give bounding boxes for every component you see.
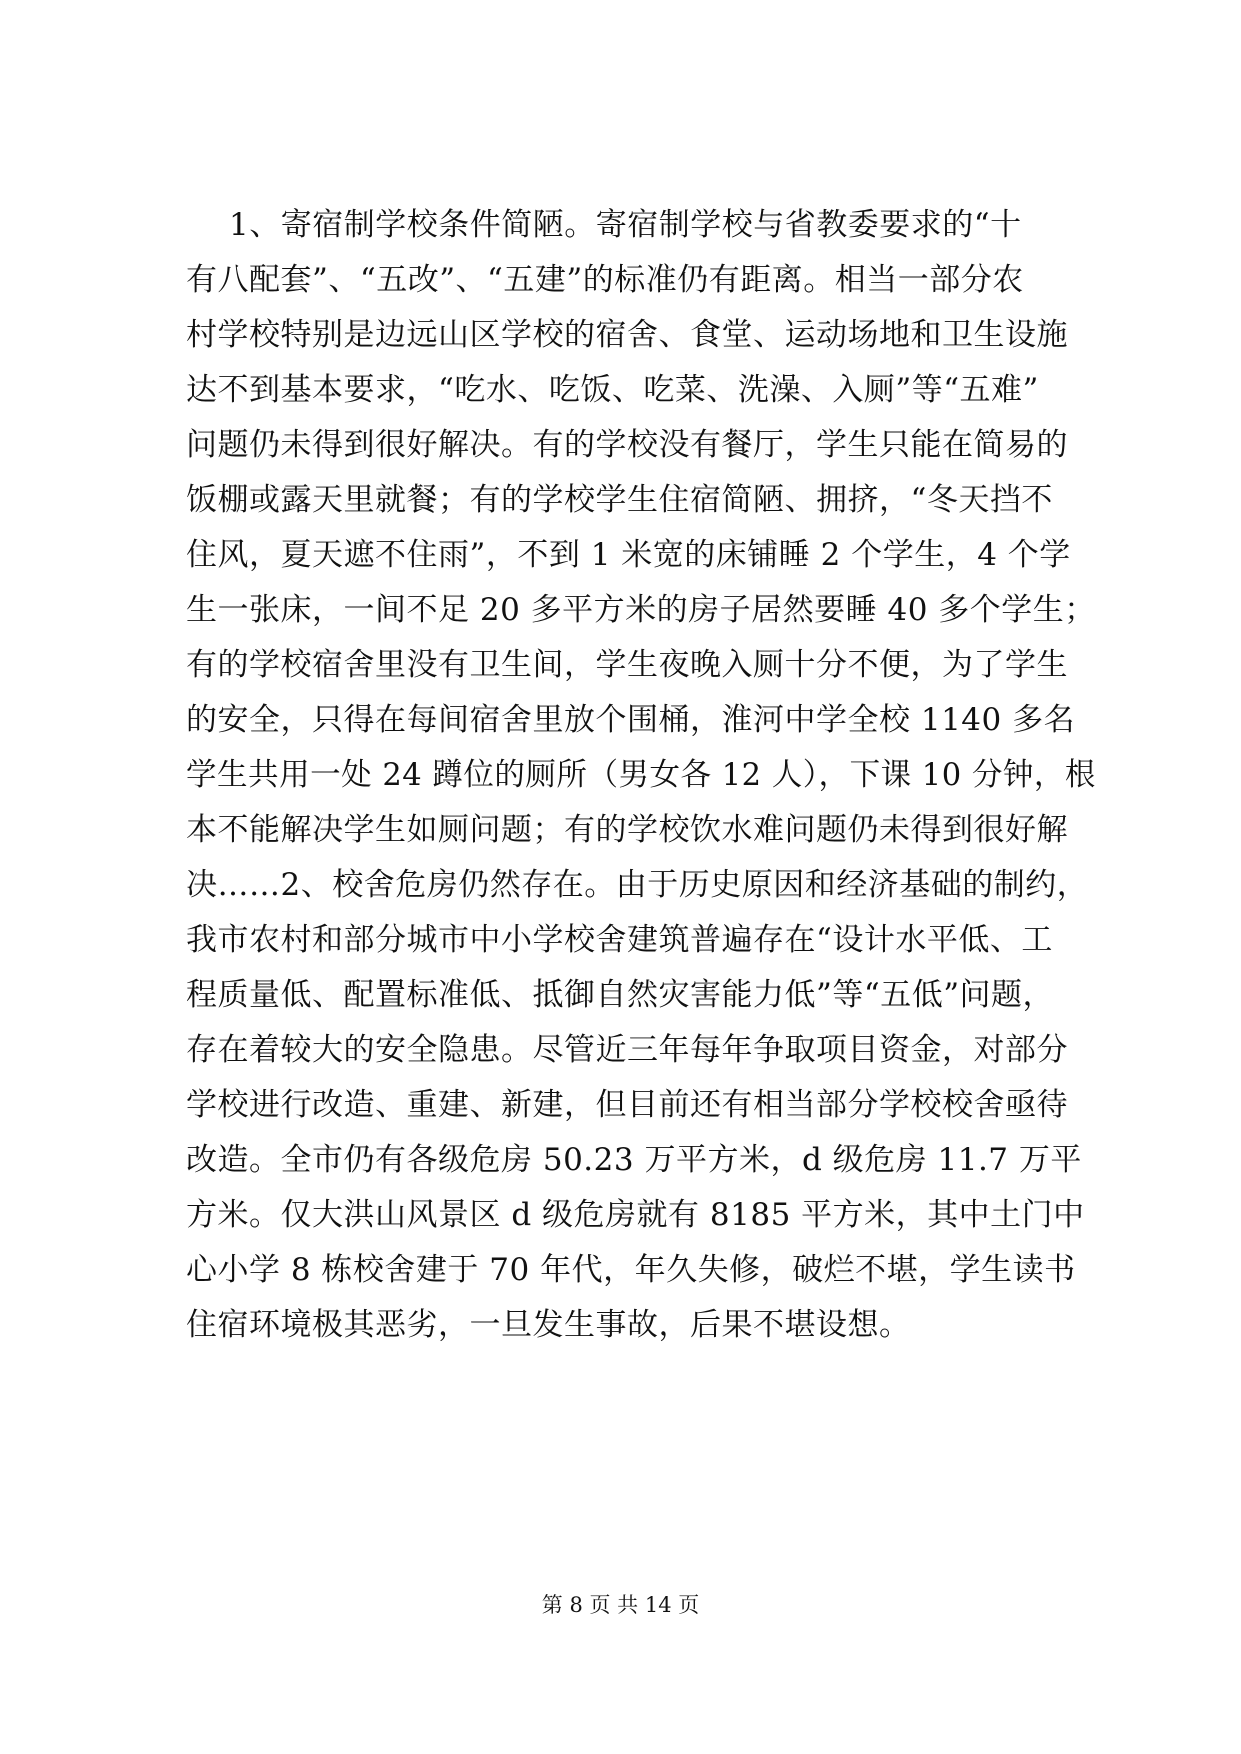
text-line-18: 改造。全市仍有各级危房 50.23 万平方米，d 级危房 11.7 万平 <box>186 1142 1082 1178</box>
text-line-8: 生一张床，一间不足 20 多平方米的房子居然要睡 40 多个学生； <box>186 592 1096 628</box>
text-line-17: 学校进行改造、重建、新建，但目前还有相当部分学校校舍亟待 <box>186 1087 1068 1123</box>
text-line-4: 达不到基本要求，“吃水、吃饭、吃菜、洗澡、入厕”等“五难” <box>186 372 1039 408</box>
text-line-7: 住风，夏天遮不住雨”，不到 1 米宽的床铺睡 2 个学生，4 个学 <box>186 537 1071 573</box>
text-line-21: 住宿环境极其恶劣，一旦发生事故，后果不堪设想。 <box>186 1307 911 1343</box>
text-line-14: 我市农村和部分城市中小学校舍建筑普遍存在“设计水平低、工 <box>186 922 1053 958</box>
text-line-20: 心小学 8 栋校舍建于 70 年代，年久失修，破烂不堪，学生读书 <box>186 1252 1076 1288</box>
text-line-6: 饭棚或露天里就餐；有的学校学生住宿简陋、拥挤，“冬天挡不 <box>186 482 1053 518</box>
text-line-15: 程质量低、配置标准低、抵御自然灾害能力低”等“五低”问题， <box>186 977 1055 1013</box>
text-line-10: 的安全，只得在每间宿舍里放个围桶，淮河中学全校 1140 多名 <box>186 702 1076 738</box>
text-line-1: 1、寄宿制学校条件简陋。寄宿制学校与省教委要求的“十 <box>229 207 1022 243</box>
page-number-footer: 第 8 页 共 14 页 <box>541 1593 700 1617</box>
text-line-11: 学生共用一处 24 蹲位的厕所（男女各 12 人），下课 10 分钟，根 <box>186 757 1096 793</box>
text-line-19: 方米。仅大洪山风景区 d 级危房就有 8185 平方米，其中土门中 <box>186 1197 1085 1233</box>
text-line-5: 问题仍未得到很好解决。有的学校没有餐厅，学生只能在简易的 <box>186 427 1068 463</box>
text-line-16: 存在着较大的安全隐患。尽管近三年每年争取项目资金，对部分 <box>186 1032 1068 1068</box>
text-line-3: 村学校特别是边远山区学校的宿舍、食堂、运动场地和卫生设施 <box>186 317 1068 353</box>
text-line-2: 有八配套”、“五改”、“五建”的标准仍有距离。相当一部分农 <box>186 262 1024 298</box>
text-line-9: 有的学校宿舍里没有卫生间，学生夜晚入厕十分不便，为了学生 <box>186 647 1068 683</box>
text-line-13: 决……2、校舍危房仍然存在。由于历史原因和经济基础的制约， <box>186 867 1089 903</box>
text-line-12: 本不能解决学生如厕问题；有的学校饮水难问题仍未得到很好解 <box>186 812 1068 848</box>
